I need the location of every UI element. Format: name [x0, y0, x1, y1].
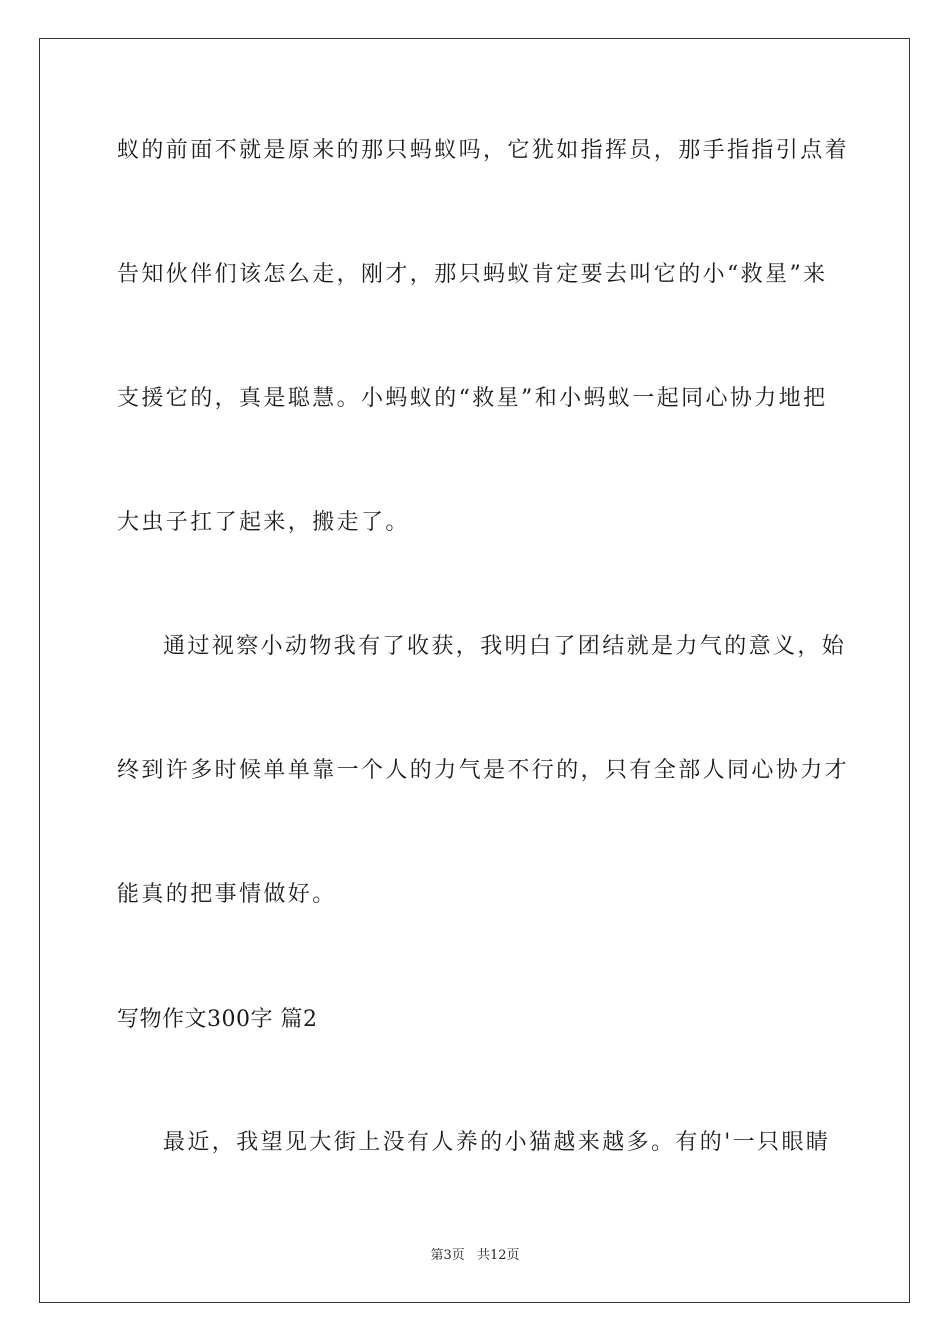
body-text-line: 蚁的前面不就是原来的那只蚂蚁吗，它犹如指挥员，那手指指引点着 — [117, 138, 850, 163]
page-number: 第3页 — [430, 1248, 465, 1263]
page-footer — [0, 1247, 950, 1265]
body-text-line: 大虫子扛了起来，搬走了。 — [117, 510, 410, 535]
section-heading: 写物作文300字 篇2 — [117, 1007, 318, 1032]
body-text-line: 通过视察小动物我有了收获，我明白了团结就是力气的意义，始 — [163, 634, 847, 659]
page-border — [39, 38, 910, 1303]
body-text-line: 最近，我望见大街上没有人养的小猫越来越多。有的'一只眼睛 — [163, 1130, 831, 1155]
body-text-line: 能真的把事情做好。 — [117, 882, 337, 907]
page-total: 共12页 — [476, 1248, 520, 1263]
body-text-line: 终到许多时候单单靠一个人的力气是不行的，只有全部人同心协力才 — [117, 758, 850, 783]
body-text-line: 告知伙伴们该怎么走，刚才，那只蚂蚁肯定要去叫它的小“救星”来 — [117, 262, 828, 287]
body-text-line: 支援它的，真是聪慧。小蚂蚁的“救星”和小蚂蚁一起同心协力地把 — [117, 386, 828, 411]
